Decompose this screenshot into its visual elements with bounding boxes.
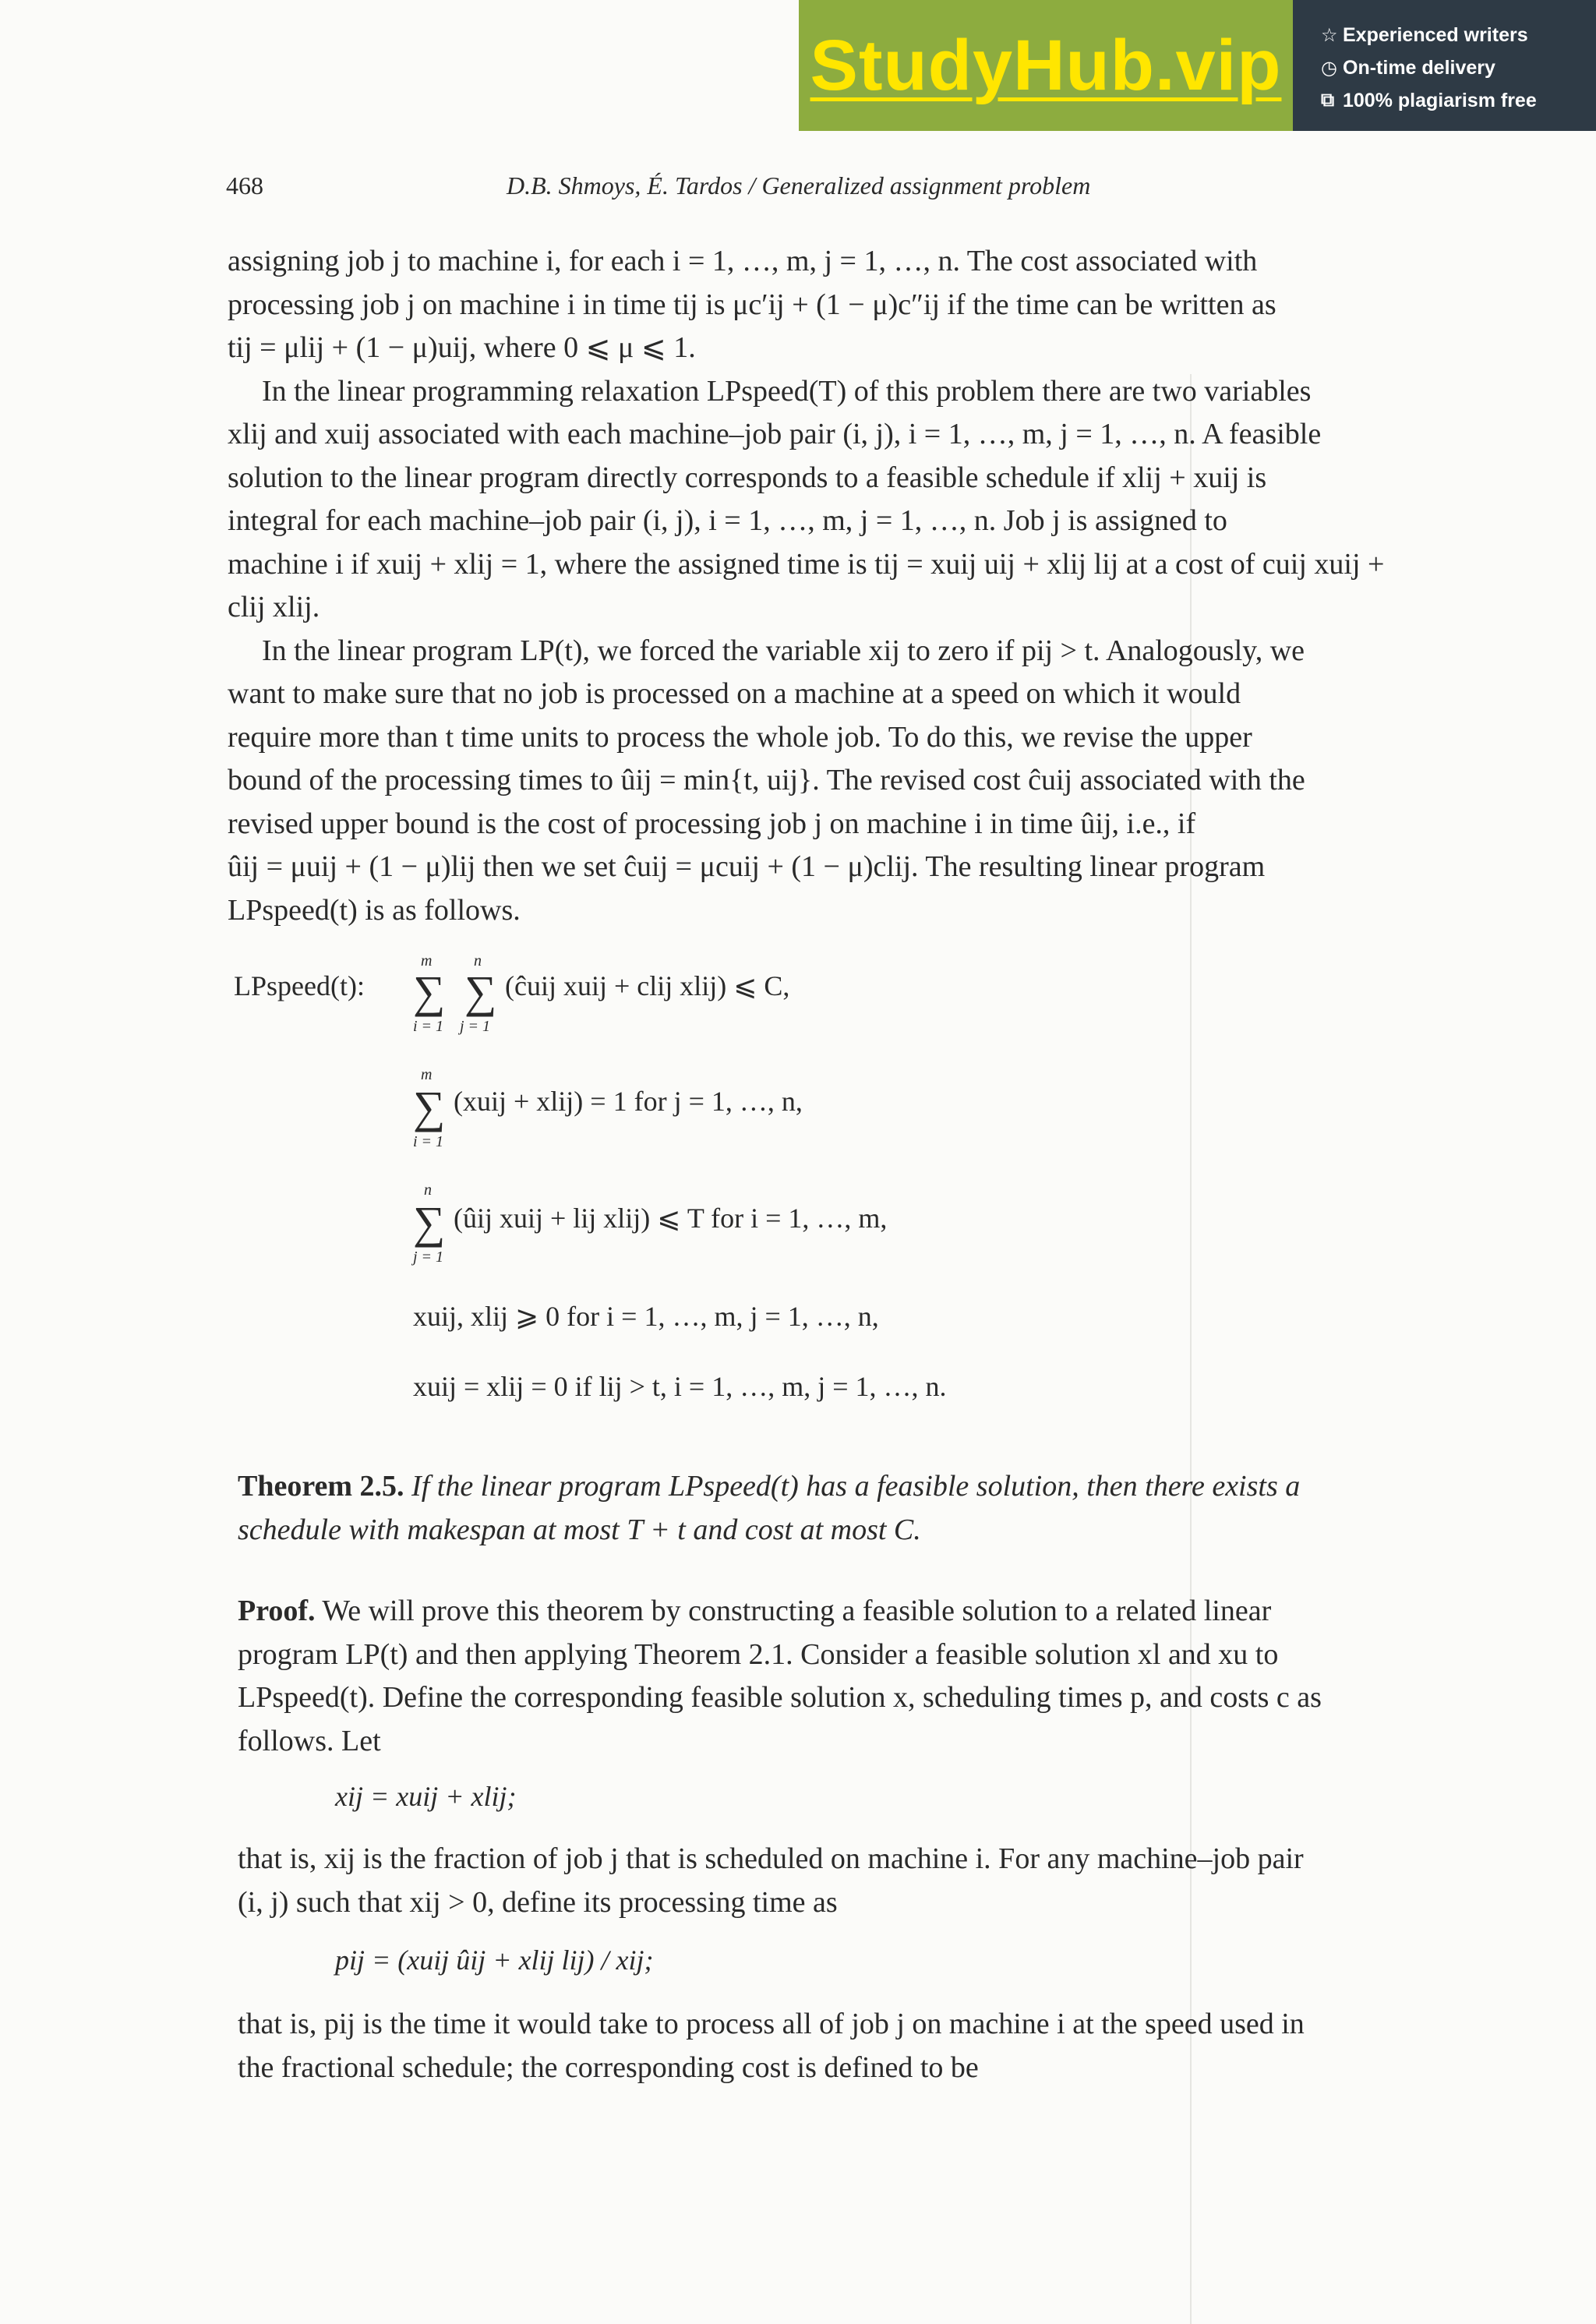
sum-symbol: ∑ xyxy=(413,966,446,1017)
star-icon: ☆ xyxy=(1321,24,1338,46)
para2-line4: integral for each machine–job pair (i, j), i = 1, …, m, j = 1, …, n. Job j is assigned to xyxy=(228,504,1227,537)
constraint-zero: xuij = xlij = 0 if lij > t, i = 1, …, m, j = 1, …, n. xyxy=(413,1371,947,1402)
para3-line4: bound of the processing times to ûij = min{t, uij}. The revised cost ĉuij associated with the xyxy=(228,764,1305,796)
proof-line1: We will prove this theorem by constructing a feasible solution to a related linear xyxy=(322,1595,1272,1627)
para2-line1: In the linear programming relaxation LPspeed(T) of this problem there are two variables xyxy=(262,374,1312,408)
proof-label: Proof. xyxy=(238,1595,316,1627)
para3-line7: LPspeed(t) is as follows. xyxy=(228,893,521,927)
constraint-cost: (ĉuij xuij + clij xlij) ⩽ C, xyxy=(505,970,790,1001)
para2-line2: xlij and xuij associated with each machine–job pair (i, j), i = 1, …, m, j = 1, …, n. A feasible xyxy=(228,418,1322,450)
sum-symbol: ∑ xyxy=(464,966,497,1017)
proof-line6: (i, j) such that xij > 0, define its processing time as xyxy=(238,1885,838,1919)
theorem-line1: If the linear program LPspeed(t) has a feasible solution, then there exists a xyxy=(411,1470,1301,1503)
proof-line3: LPspeed(t). Define the corresponding feasible solution x, scheduling times p, and costs c as xyxy=(238,1681,1322,1714)
constraint-nonneg: xuij, xlij ⩾ 0 for i = 1, …, m, j = 1, …, n, xyxy=(413,1301,879,1332)
studyhub-logo[interactable]: StudyHub.vip xyxy=(799,0,1293,131)
para3-line5: revised upper bound is the cost of processing job j on machine i in time ûij, i.e., if xyxy=(228,807,1196,840)
para3-line2: want to make sure that no job is processed on a machine at a speed on which it would xyxy=(228,677,1241,710)
para3-line6: ûij = μuij + (1 − μ)lij then we set ĉuij = μcuij + (1 − μ)clij. The resulting linear program xyxy=(228,850,1266,883)
para1-line3: tij = μlij + (1 − μ)uij, where 0 ⩽ μ ⩽ 1. xyxy=(228,331,696,364)
theorem-2-5 xyxy=(238,1465,1426,1552)
para3-line1: In the linear program LP(t), we forced the variable xij to zero if pij > t. Analogously, we xyxy=(262,634,1305,667)
feature-plagiarism: ⧉ 100% plagiarism free xyxy=(1321,89,1537,111)
sum-lower-j: j = 1 xyxy=(460,1018,491,1035)
proof-continued-2 xyxy=(238,2003,1426,2089)
proof-line7: that is, pij is the time it would take to process all of job j on machine i at the speed used in xyxy=(238,2008,1305,2040)
feature-experienced: ☆ Experienced writers xyxy=(1321,23,1528,46)
proof-line2: program LP(t) and then applying Theorem 2.1. Consider a feasible solution xl and xu to xyxy=(238,1637,1279,1671)
equation-pij: pij = (xuij ûij + xlij lij) / xij; xyxy=(335,1944,654,1976)
feature-on-time: ◷ On-time delivery xyxy=(1321,56,1495,79)
sum-lower-i: i = 1 xyxy=(413,1133,444,1150)
proof-continued xyxy=(238,1838,1426,1924)
theorem-label: Theorem 2.5. xyxy=(238,1470,404,1503)
sum-lower-i: i = 1 xyxy=(413,1018,444,1035)
ad-banner[interactable] xyxy=(799,0,1596,131)
running-head: D.B. Shmoys, É. Tardos / Generalized assignment problem xyxy=(507,171,1091,200)
banner-features xyxy=(1293,0,1596,131)
equation-xij: xij = xuij + xlij; xyxy=(335,1781,517,1812)
para1-line1: assigning job j to machine i, for each i = 1, …, m, j = 1, …, n. The cost associated with xyxy=(228,245,1258,277)
para3-line3: require more than t time units to process the whole job. To do this, we revise the upper xyxy=(228,720,1252,754)
para1-line2: processing job j on machine i in time tij is μc′ij + (1 − μ)c″ij if the time can be written as xyxy=(228,288,1276,321)
sum-symbol: ∑ xyxy=(413,1197,446,1248)
copy-icon: ⧉ xyxy=(1321,90,1335,111)
constraint-assign: (xuij + xlij) = 1 for j = 1, …, n, xyxy=(454,1086,803,1117)
body-text xyxy=(228,240,1428,932)
clock-icon: ◷ xyxy=(1321,57,1337,79)
lp-label: LPspeed(t): xyxy=(234,970,365,1001)
sum-upper-n: n xyxy=(474,952,482,970)
para2-line3: solution to the linear program directly corresponds to a feasible schedule if xlij + xuij is xyxy=(228,461,1267,494)
para2-line6: clij xlij. xyxy=(228,591,320,623)
proof-line4: follows. Let xyxy=(238,1724,381,1757)
sum-lower-j: j = 1 xyxy=(413,1249,444,1266)
page-header xyxy=(226,171,1426,203)
page-number: 468 xyxy=(226,171,263,200)
sum-symbol: ∑ xyxy=(413,1082,446,1132)
para2-line5: machine i if xuij + xlij = 1, where the assigned time is tij = xuij uij + xlij lij at a cost of cuij xuij + xyxy=(228,547,1385,581)
sum-upper-n: n xyxy=(424,1181,432,1199)
proof-line5: that is, xij is the fraction of job j that is scheduled on machine i. For any machine–job pair xyxy=(238,1842,1304,1875)
theorem-line2: schedule with makespan at most T + t and cost at most C. xyxy=(238,1513,921,1546)
proof xyxy=(238,1590,1426,1763)
proof-line8: the fractional schedule; the corresponding cost is defined to be xyxy=(238,2050,979,2084)
sum-upper-m: m xyxy=(421,1066,433,1083)
constraint-time: (ûij xuij + lij xlij) ⩽ T for i = 1, …, m, xyxy=(454,1203,888,1234)
sum-upper-m: m xyxy=(421,952,433,970)
